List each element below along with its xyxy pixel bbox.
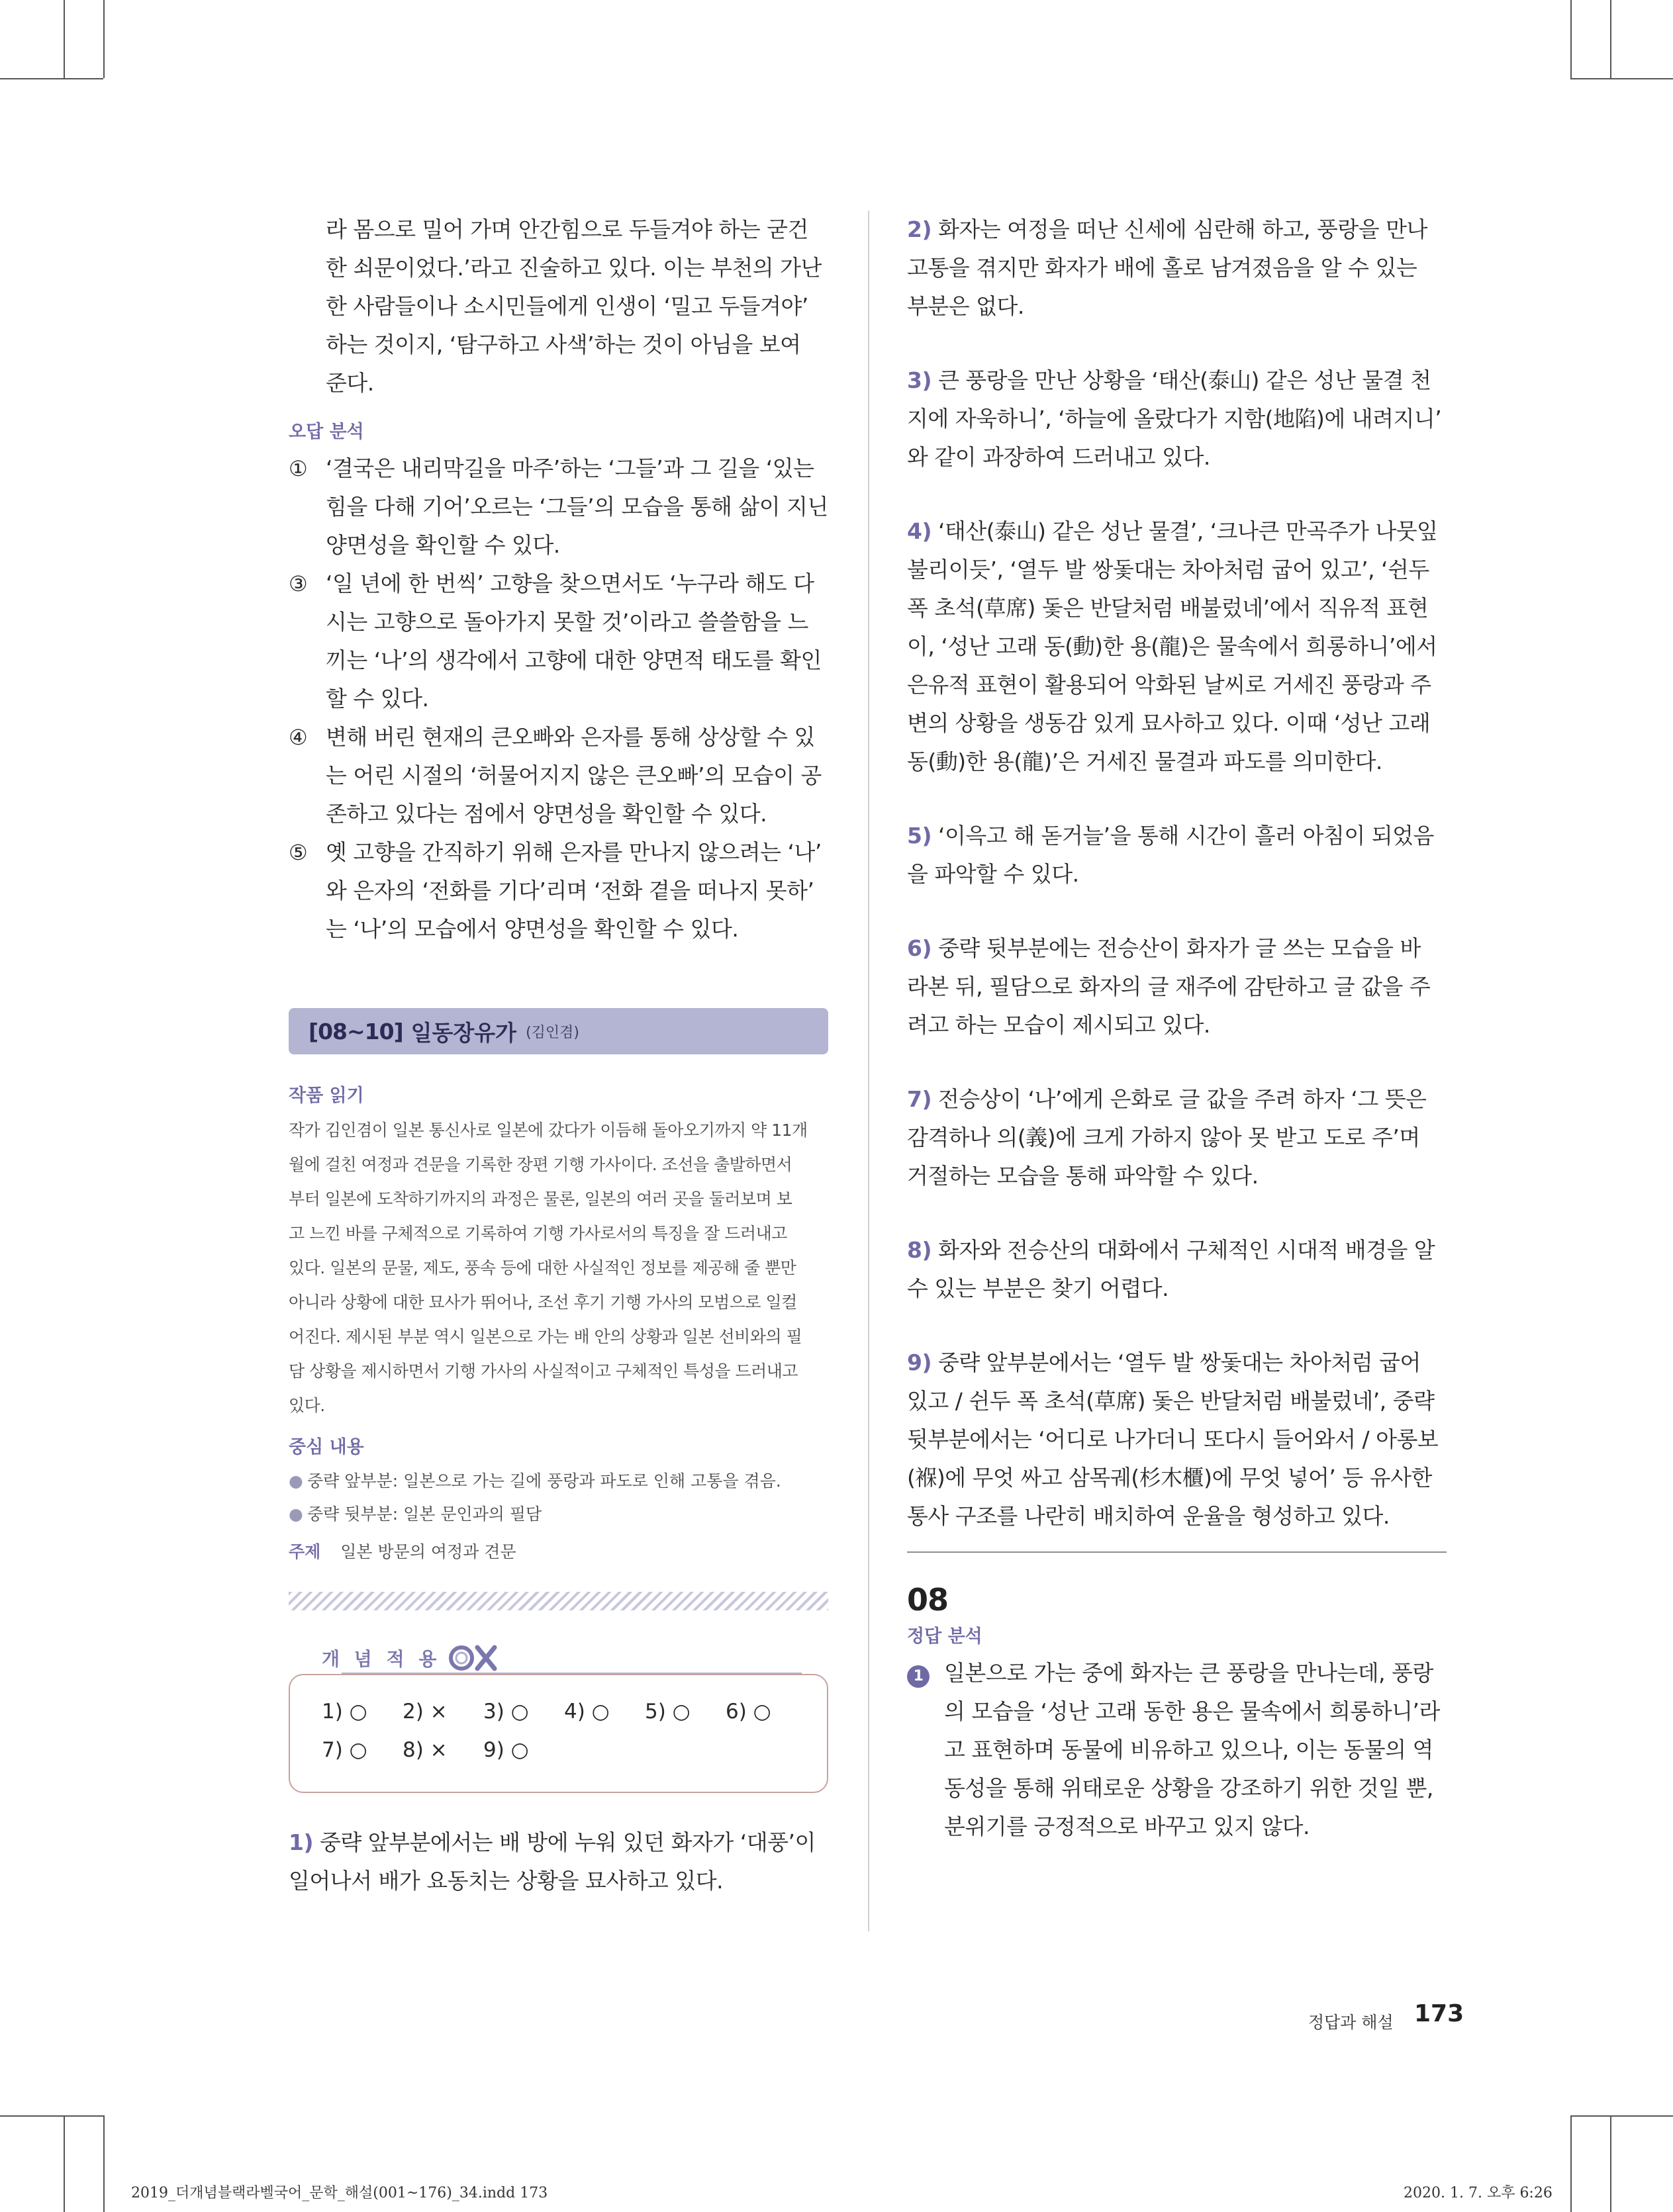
ox-answer: 7) ○ [322, 1738, 367, 1762]
text-line: 양면성을 확인할 수 있다. [326, 532, 560, 558]
text-line: 분위기를 긍정적으로 바꾸고 있지 않다. [944, 1814, 1310, 1839]
text-line: 와 은자의 ‘전화를 기다’리며 ‘전화 곁을 떠나지 못하’ [326, 878, 814, 903]
explanation-1 [289, 1823, 828, 1900]
core-list [289, 1465, 828, 1531]
explanation-number: 9) [907, 1350, 932, 1375]
theme-text: 일본 방문의 여정과 견문 [340, 1542, 516, 1561]
explanation-9 [907, 1344, 1447, 1536]
text-line: 부분은 없다. [907, 293, 1024, 319]
item-number: ① [289, 456, 308, 481]
text-line: 동(動)한 용(龍)’은 거세진 물결과 파도를 의미한다. [907, 749, 1382, 774]
explanation-number: 7) [907, 1086, 932, 1112]
column-divider [868, 210, 869, 1931]
explanation-3 [907, 361, 1447, 477]
crop-mark [1570, 2115, 1572, 2212]
text-line: 하는 것이지, ‘탐구하고 사색’하는 것이 아님을 보여 [326, 332, 801, 357]
crop-mark [0, 2115, 103, 2117]
footer-label: 정답과 해설 [1308, 2013, 1394, 2032]
text-line: 을 파악할 수 있다. [907, 861, 1079, 887]
list-item [289, 1498, 828, 1531]
text-line: 부터 일본에 도착하기까지의 과정은 물론, 일본의 여러 곳을 둘러보며 보 [289, 1189, 792, 1209]
text-line: 의 모습을 ‘성난 고래 동한 용은 물속에서 희롱하니’라 [944, 1698, 1440, 1724]
crop-mark [64, 0, 65, 78]
text-line: 은유적 표현이 활용되어 악화된 날씨로 거세진 풍랑과 주 [907, 672, 1431, 698]
list-item [289, 718, 828, 833]
reading-label: 작품 읽기 [289, 1085, 364, 1106]
explanation-number: 4) [907, 518, 932, 544]
ox-answer: 3) ○ [483, 1700, 529, 1724]
text-line: 거절하는 모습을 통해 파악할 수 있다. [907, 1163, 1259, 1189]
text-line: 전승상이 ‘나’에게 은화로 글 값을 주려 하자 ‘그 뜻은 [938, 1086, 1427, 1112]
ox-title-text: 개 념 적 용 [322, 1648, 441, 1670]
ox-answer: 1) ○ [322, 1700, 367, 1724]
text-line: 변해 버린 현재의 큰오빠와 은자를 통해 상상할 수 있 [326, 724, 815, 750]
explanation-number: 3) [907, 367, 932, 393]
ox-answer: 4) ○ [564, 1700, 610, 1724]
text-line: 중략 앞부분에서는 배 방에 누워 있던 화자가 ‘대풍’이 [320, 1829, 816, 1855]
hatch-divider [289, 1592, 828, 1610]
explanation-4 [907, 512, 1447, 781]
text-line: 와 같이 과장하여 드러내고 있다. [907, 444, 1210, 470]
crop-mark [1610, 0, 1611, 78]
ox-answer: 5) ○ [645, 1700, 691, 1724]
slug-left: 2019_더개념블랙라벨국어_문학_해설(001~176)_34.indd 173 [131, 2185, 548, 2201]
explanation-5 [907, 817, 1447, 894]
wrong-analysis-list [289, 449, 828, 948]
text-line: 불리이듯’, ‘열두 발 쌍돛대는 차아처럼 굽어 있고’, ‘쉰두 [907, 557, 1429, 582]
text-line: 준다. [326, 370, 374, 396]
banner-author: (김인겸) [526, 1024, 579, 1041]
text-line: (褓)에 무엇 싸고 삼목궤(杉木櫃)에 무엇 넣어’ 등 유사한 [907, 1465, 1432, 1491]
text-line: 힘을 다해 기어’오르는 ‘그들’의 모습을 통해 삶이 지닌 [326, 494, 828, 520]
list-item [289, 565, 828, 718]
ox-answer: 2) × [403, 1700, 448, 1724]
slug-right: 2020. 1. 7. 오후 6:26 [1404, 2185, 1553, 2201]
ox-title [322, 1643, 505, 1673]
crop-mark [1570, 2115, 1673, 2117]
text-line: 큰 풍랑을 만난 상황을 ‘태산(泰山) 같은 성난 물결 천 [938, 367, 1431, 393]
text-line: 중략 뒷부분에는 전승산이 화자가 글 쓰는 모습을 바 [938, 935, 1421, 961]
left-column [289, 210, 828, 1900]
explanation-number: 5) [907, 823, 932, 849]
text-line: 라 몸으로 밀어 가며 안간힘으로 두들겨야 하는 굳건 [326, 216, 808, 242]
text-line: 뒷부분에서는 ‘어디로 나가더니 또다시 들어와서 / 아롱보 [907, 1426, 1439, 1452]
text-line: 일본으로 가는 중에 화자는 큰 풍랑을 만나는데, 풍랑 [944, 1660, 1433, 1686]
question-divider [907, 1551, 1447, 1553]
crop-mark [64, 2115, 65, 2212]
text-line: 감격하나 의(義)에 크게 가하지 않아 못 받고 도로 주’며 [907, 1125, 1420, 1150]
ox-box [289, 1674, 828, 1793]
explanation-2 [907, 210, 1447, 326]
crop-mark [1570, 0, 1572, 78]
theme-row [289, 1539, 828, 1563]
text-line: 할 수 있다. [326, 686, 429, 712]
item-number: ③ [289, 571, 308, 596]
answer-number-icon: 1 [907, 1665, 930, 1688]
text-line: 시는 고향으로 돌아가지 못할 것’이라고 쓸쓸함을 느 [326, 609, 808, 635]
text-line: 통사 구조를 나란히 배치하여 운율을 형성하고 있다. [907, 1503, 1390, 1529]
banner-title: 일동장유가 [410, 1019, 517, 1046]
text-line: 화자와 전승산의 대화에서 구체적인 시대적 배경을 알 [938, 1237, 1435, 1263]
text-line: 중략 앞부분에서는 ‘열두 발 쌍돛대는 차아처럼 굽어 [938, 1350, 1421, 1375]
wrong-analysis-label: 오답 분석 [289, 422, 364, 442]
bullet-icon: ● [289, 1504, 303, 1524]
ox-row [322, 1731, 827, 1769]
explanation-8 [907, 1231, 1447, 1308]
text-line: ‘이윽고 해 돋거늘’을 통해 시간이 흘러 아침이 되었음 [938, 823, 1434, 849]
ox-answer: 8) × [403, 1738, 448, 1762]
answer-mark [907, 1654, 944, 1846]
theme-label: 주제 [289, 1542, 321, 1561]
text-line: 있고 / 쉰두 폭 초석(草席) 돛은 반달처럼 배불렀네’, 중략 [907, 1388, 1435, 1414]
text-line: 있다. [289, 1396, 325, 1415]
text-line: 고 표현하며 동물에 비유하고 있으나, 이는 동물의 역 [944, 1737, 1433, 1763]
ox-row [322, 1692, 827, 1731]
text-line: 는 어린 시절의 ‘허물어지지 않은 큰오빠’의 모습이 공 [326, 762, 822, 788]
text-line: 작가 김인겸이 일본 통신사로 일본에 갔다가 이듬해 돌아오기까지 약 11개 [289, 1121, 808, 1140]
item-number: ④ [289, 725, 308, 750]
text-line: ‘일 년에 한 번씩’ 고향을 찾으면서도 ‘누구라 해도 다 [326, 571, 814, 596]
text-line: 월에 걸친 여정과 견문을 기록한 장편 기행 가사이다. 조선을 출발하면서 [289, 1155, 792, 1174]
text-line: 변의 상황을 생동감 있게 묘사하고 있다. 이때 ‘성난 고래 [907, 710, 1431, 736]
answer-analysis-label: 정답 분석 [907, 1626, 982, 1647]
list-item [289, 449, 828, 565]
ox-answer: 6) ○ [726, 1700, 771, 1724]
core-text: 중략 뒷부분: 일본 문인과의 필담 [307, 1504, 542, 1524]
explanation-number: 2) [907, 216, 932, 242]
text-line: 고 느낀 바를 구체적으로 기록하여 기행 가사로서의 특징을 잘 드러내고 [289, 1224, 787, 1243]
text-line: 아니라 상황에 대한 묘사가 뛰어나, 조선 후기 기행 가사의 모범으로 일컬 [289, 1293, 797, 1312]
crop-mark [1610, 2115, 1611, 2212]
banner-range: [08~10] [309, 1018, 403, 1044]
ox-answer-box [289, 1643, 828, 1793]
text-line: 지에 자욱하니’, ‘하늘에 올랐다가 지함(地陷)에 내려지니’ [907, 406, 1442, 432]
ox-answer: 9) ○ [483, 1738, 529, 1762]
reading-paragraph [289, 1113, 828, 1423]
explanation-6 [907, 929, 1447, 1044]
section-banner [289, 1008, 828, 1054]
crop-mark [103, 2115, 105, 2212]
right-column [907, 210, 1447, 1846]
question-number: 08 [907, 1582, 949, 1618]
text-line: 동성을 통해 위태로운 상황을 강조하기 위한 것일 뿐, [944, 1775, 1433, 1801]
explanation-number: 8) [907, 1237, 932, 1263]
list-item [289, 833, 828, 948]
text-line: 려고 하는 모습이 제시되고 있다. [907, 1012, 1210, 1038]
text-line: 있다. 일본의 문물, 제도, 풍속 등에 대한 사실적인 정보를 제공해 줄 뿐만 [289, 1258, 796, 1277]
explanation-number: 6) [907, 935, 932, 961]
explanation-7 [907, 1080, 1447, 1195]
crop-mark [103, 0, 105, 78]
text-line: ‘태산(泰山) 같은 성난 물결’, ‘크나큰 만곡주가 나뭇잎 [938, 518, 1438, 544]
core-text: 중략 앞부분: 일본으로 가는 길에 풍랑과 파도로 인해 고통을 겪음. [307, 1471, 781, 1491]
item-number: ⑤ [289, 840, 308, 865]
crop-mark [1570, 78, 1673, 79]
crop-mark [0, 78, 103, 79]
text-line: 한 쇠문이었다.’라고 진술하고 있다. 이는 부천의 가난 [326, 255, 822, 281]
text-line: 고통을 겪지만 화자가 배에 홀로 남겨졌음을 알 수 있는 [907, 255, 1417, 281]
explanation-number: 1) [289, 1829, 314, 1855]
text-line: 존하고 있다는 점에서 양면성을 확인할 수 있다. [326, 801, 767, 827]
page-number: 173 [1414, 2000, 1464, 2027]
core-label: 중심 내용 [289, 1437, 364, 1457]
text-line: 일어나서 배가 요동치는 상황을 묘사하고 있다. [289, 1868, 724, 1894]
text-line: 옛 고향을 간직하기 위해 은자를 만나지 않으려는 ‘나’ [326, 839, 822, 865]
text-line: 담 상황을 제시하면서 기행 가사의 사실적이고 구체적인 특성을 드러내고 [289, 1361, 798, 1381]
text-line: 수 있는 부분은 찾기 어렵다. [907, 1275, 1169, 1301]
intro-paragraph [289, 210, 828, 402]
answer-item [907, 1654, 1447, 1846]
text-line: 폭 초석(草席) 돛은 반달처럼 배불렀네’에서 직유적 표현 [907, 595, 1429, 621]
text-line: ‘결국은 내리막길을 마주’하는 ‘그들’과 그 길을 ‘있는 [326, 455, 814, 481]
ox-logo-icon [448, 1643, 499, 1673]
text-line: 라본 뒤, 필담으로 화자의 글 재주에 감탄하고 글 값을 주 [907, 974, 1431, 999]
text-line: 이, ‘성난 고래 동(動)한 용(龍)은 물속에서 희롱하니’에서 [907, 633, 1437, 659]
text-line: 어진다. 제시된 부분 역시 일본으로 가는 배 안의 상황과 일본 선비와의 필 [289, 1327, 802, 1346]
text-line: 는 ‘나’의 모습에서 양면성을 확인할 수 있다. [326, 916, 739, 942]
text-line: 화자는 여정을 떠난 신세에 심란해 하고, 풍랑을 만나 [938, 216, 1427, 242]
text-line: 끼는 ‘나’의 생각에서 고향에 대한 양면적 태도를 확인 [326, 647, 822, 673]
text-line: 한 사람들이나 소시민들에게 인생이 ‘밀고 두들겨야’ [326, 293, 808, 319]
list-item [289, 1465, 828, 1498]
bullet-icon: ● [289, 1471, 303, 1491]
